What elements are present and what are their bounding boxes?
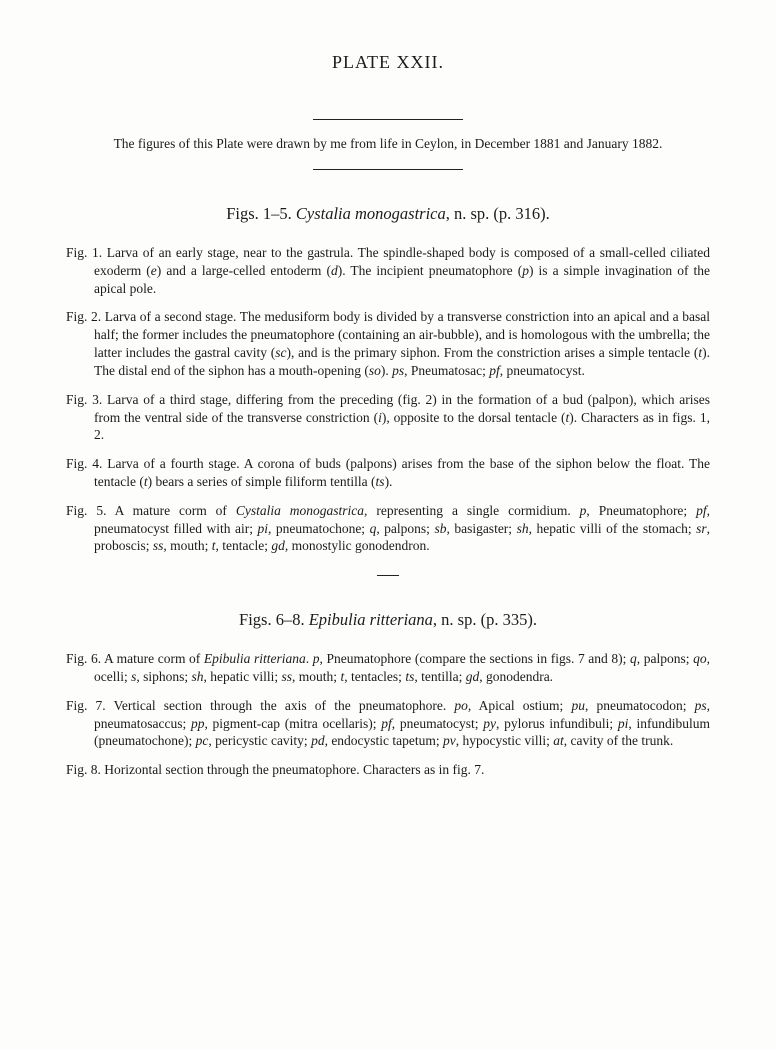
figure-description: A mature corm of Cystalia monogastrica, representing a single cormidium. p, Pneumatophore; pf, pneumatocyst filled with air; pi, pneumatochone; q, palpons; sb, basigaster; sh, hepatic villi of the stomach; sr, proboscis; ss, mouth; t, tentacle; gd, monostylic gonodendron.: [94, 502, 711, 554]
figure-label: Fig. 6.: [66, 651, 102, 667]
plate-title: PLATE XXII.: [332, 52, 444, 72]
figure-label: Fig. 4.: [66, 456, 103, 472]
figure-entry-8: [66, 761, 710, 779]
divider-rule-bottom: [313, 169, 463, 170]
figure-entry-7: [66, 697, 710, 750]
figure-description: Vertical section through the axis of the pneumatophore. po, Apical ostium; pu, pneumatocodon; ps, pneumatosaccus; pp, pigment-cap (mitra ocellaris); pf, pneumatocyst; py, pylorus infundibuli; pi, infundibulum (pneumatochone); pc, pericystic cavity; pd, endocystic tapetum; pv, hypocystic villi; at, cavity of the trunk.: [94, 697, 711, 749]
figure-label: Fig. 8.: [66, 762, 101, 778]
figure-description: Larva of a second stage. The medusiform body is divided by a transverse constriction into an apical and a basal half; the former includes the pneumatophore (containing an air-bubble), and is homologous with the umbrella; the latter includes the gastral cavity (sc), and is the primary siphon. From the constriction arises a simple tentacle (t). The distal end of the siphon has a mouth-opening (so). ps, Pneumatosac; pf, pneumatocyst.: [94, 309, 710, 378]
figure-entry-3: [66, 391, 710, 444]
figure-entry-6: [66, 650, 710, 686]
figure-description: A mature corm of Epibulia ritteriana. p, Pneumatophore (compare the sections in figs. 7 and 8); q, palpons; qo, ocelli; s, siphons; sh, hepatic villi; ss, mouth; t, tentacles; ts, tentilla; gd, gonodendra.: [94, 651, 710, 684]
figure-description: Larva of an early stage, near to the gastrula. The spindle-shaped body is composed of a small-celled ciliated exoderm (e) and a large-celled entoderm (d). The incipient pneumatophore (p) is a simple invagination of the apical pole.: [94, 245, 711, 296]
divider-rule-top: [313, 119, 463, 120]
figure-entry-1: [66, 244, 710, 297]
figure-description: Larva of a fourth stage. A corona of buds (palpons) arises from the base of the siphon below the float. The tentacle (t) bears a series of simple filiform tentilla (ts).: [94, 456, 710, 489]
figure-label: Fig. 1.: [66, 245, 103, 260]
section-1-heading: Figs. 1–5. Cystalia monogastrica, n. sp. (p. 316).: [226, 204, 550, 223]
figure-entry-5: [66, 502, 710, 555]
figure-description: Larva of a third stage, differing from the preceding (fig. 2) in the formation of a bud (palpon), which arises from the ventral side of the transverse constriction (i), opposite to the dorsal tentacle (t). Characters as in figs. 1, 2.: [94, 391, 711, 443]
figure-entry-2: [66, 308, 710, 379]
figure-label: Fig. 7.: [66, 697, 106, 713]
figure-label: Fig. 3.: [66, 391, 103, 407]
figure-entry-4: [66, 455, 710, 491]
intro-text: The figures of this Plate were drawn by me from life in Ceylon, in December 1881 and January 1882.: [113, 136, 663, 151]
section-separator-dash: [377, 575, 399, 576]
figure-label: Fig. 5.: [66, 502, 107, 518]
figure-description: Horizontal section through the pneumatophore. Characters as in fig. 7.: [104, 762, 485, 778]
section-2-heading: Figs. 6–8. Epibulia ritteriana, n. sp. (p. 335).: [239, 610, 537, 630]
figure-label: Fig. 2.: [66, 309, 102, 325]
